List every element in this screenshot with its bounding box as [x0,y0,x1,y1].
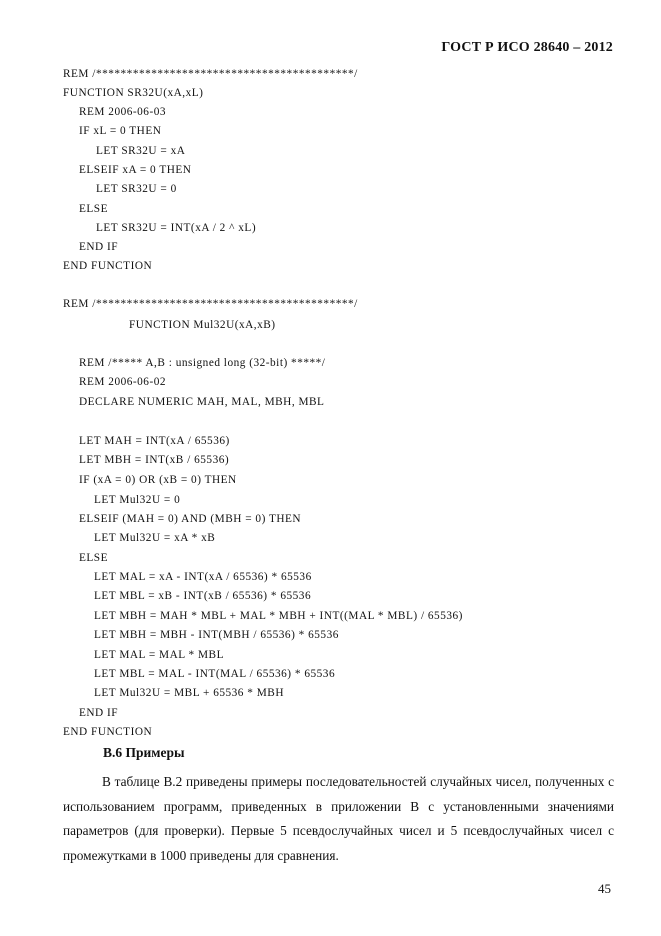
code-line: END IF [79,707,119,719]
code-line: REM /******************************************/ [63,68,358,80]
code-line: LET MBH = INT(xB / 65536) [79,454,230,466]
code-line: DECLARE NUMERIC MAH, MAL, MBH, MBL [79,396,325,408]
code-line: LET MBL = xB - INT(xB / 65536) * 65536 [94,590,312,602]
section-heading: В.6 Примеры [103,745,185,760]
code-line: LET MAL = MAL * MBL [94,649,224,661]
document-header: ГОСТ Р ИСО 28640 – 2012 [441,40,613,55]
code-line: ELSE [79,552,108,564]
code-line: LET MAH = INT(xA / 65536) [79,435,230,447]
code-line: LET MBL = MAL - INT(MAL / 65536) * 65536 [94,668,336,680]
code-line: END FUNCTION [63,726,153,738]
page-number: 45 [598,881,611,896]
code-line: LET Mul32U = 0 [94,494,181,506]
code-line: LET Mul32U = MBL + 65536 * MBH [94,687,284,699]
code-line: REM /***** A,B : unsigned long (32-bit) *****/ [79,357,326,369]
code-line: FUNCTION Mul32U(xA,xB) [129,319,276,331]
code-line: IF xL = 0 THEN [79,125,162,137]
code-line: LET SR32U = xA [96,145,186,157]
code-line: LET MBH = MBH - INT(MBH / 65536) * 65536 [94,629,339,641]
code-line: REM 2006-06-03 [79,106,167,118]
code-line: FUNCTION SR32U(xA,xL) [63,87,204,99]
code-line: REM 2006-06-02 [79,376,167,388]
code-line: END IF [79,241,119,253]
code-line: IF (xA = 0) OR (xB = 0) THEN [79,474,237,486]
code-line: END FUNCTION [63,260,153,272]
section-paragraph: В таблице В.2 приведены примеры последовательностей случайных чисел, полученных с использованием программ, приведенных в приложении В с установленными значениями параметров (для проверки). Первые 5 псевдослучайных чисел и 5 псевдослучайных чисел с промежутками в 1000 приведены для сравнения. [63,774,614,863]
code-line: LET SR32U = 0 [96,183,177,195]
code-line: ELSEIF (MAH = 0) AND (MBH = 0) THEN [79,513,302,525]
code-line: ELSE [79,203,108,215]
code-line: LET MBH = MAH * MBL + MAL * MBH + INT((MAL * MBL) / 65536) [94,610,463,622]
code-line: LET Mul32U = xA * xB [94,532,216,544]
code-line: ELSEIF xA = 0 THEN [79,164,192,176]
code-line: LET SR32U = INT(xA / 2 ^ xL) [96,222,257,234]
code-line: LET MAL = xA - INT(xA / 65536) * 65536 [94,571,312,583]
code-line: REM /******************************************/ [63,298,358,310]
